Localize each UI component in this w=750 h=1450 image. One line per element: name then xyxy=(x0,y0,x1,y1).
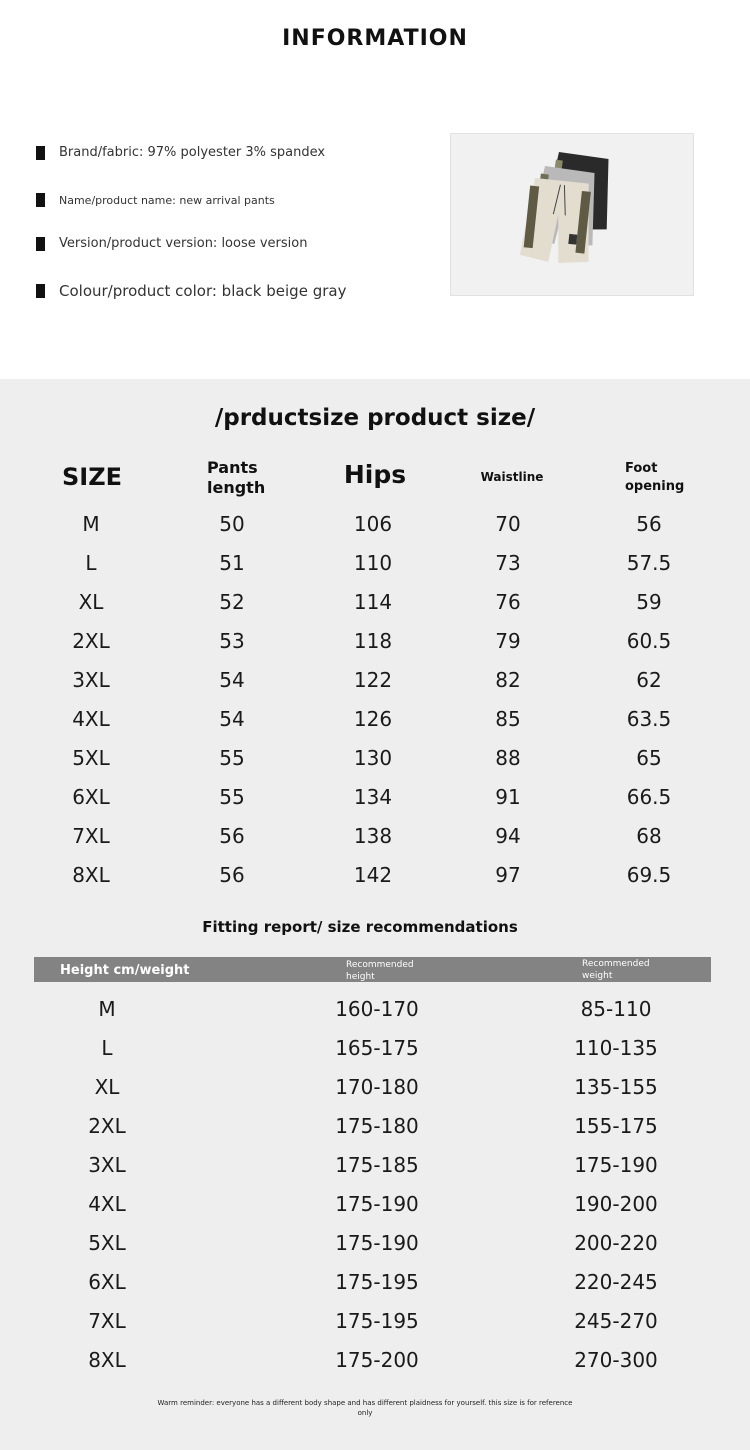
size-cell-hips: 114 xyxy=(353,590,393,614)
info-row-version xyxy=(36,236,307,251)
size-cell-foot-opening: 68 xyxy=(636,824,662,848)
size-cell-size: 4XL xyxy=(72,707,110,731)
size-header-waistline: Waistline xyxy=(480,470,544,484)
fitting-cell-recommended-height: 175-180 xyxy=(335,1114,419,1138)
size-cell-size: 7XL xyxy=(72,824,110,848)
size-cell-foot-opening: 57.5 xyxy=(626,551,672,575)
fitting-cell-recommended-weight: 220-245 xyxy=(574,1270,658,1294)
size-cell-hips: 130 xyxy=(353,746,393,770)
fitting-cell-recommended-weight: 110-135 xyxy=(574,1036,658,1060)
size-cell-size: L xyxy=(85,551,97,575)
info-title: INFORMATION xyxy=(282,26,468,51)
info-row-text: Name/product name: new arrival pants xyxy=(59,193,275,207)
fitting-cell-recommended-height: 175-195 xyxy=(335,1270,419,1294)
fitting-cell-recommended-weight: 85-110 xyxy=(580,997,652,1021)
fitting-cell-recommended-height: 175-200 xyxy=(335,1348,419,1372)
info-row-text: Version/product version: loose version xyxy=(59,236,308,251)
size-cell-hips: 138 xyxy=(353,824,393,848)
fitting-cell-recommended-weight: 190-200 xyxy=(574,1192,658,1216)
info-row-brand xyxy=(36,145,325,160)
size-cell-size: XL xyxy=(78,590,104,614)
product-photo xyxy=(450,133,694,296)
size-header-pants-length: Pants length xyxy=(207,458,266,497)
fitting-header-recommended-height: Recommended height xyxy=(346,960,414,982)
size-cell-pants-length: 52 xyxy=(219,590,245,614)
size-cell-hips: 142 xyxy=(353,863,393,887)
fitting-cell-recommended-height: 175-185 xyxy=(335,1153,419,1177)
size-cell-size: 8XL xyxy=(72,863,110,887)
size-cell-pants-length: 56 xyxy=(219,824,245,848)
size-cell-hips: 122 xyxy=(353,668,393,692)
size-cell-waistline: 88 xyxy=(495,746,521,770)
bullet-icon xyxy=(36,284,45,298)
fitting-cell-recommended-weight: 135-155 xyxy=(574,1075,658,1099)
size-cell-foot-opening: 63.5 xyxy=(626,707,672,731)
fitting-cell-size: M xyxy=(98,997,116,1021)
shorts-product-photo xyxy=(451,134,693,295)
fitting-cell-size: XL xyxy=(94,1075,120,1099)
size-cell-waistline: 70 xyxy=(495,512,521,536)
fitting-cell-recommended-height: 175-190 xyxy=(335,1192,419,1216)
size-header-size: SIZE xyxy=(61,463,122,491)
size-cell-pants-length: 54 xyxy=(219,668,245,692)
size-cell-waistline: 79 xyxy=(495,629,521,653)
info-row-name xyxy=(36,193,275,207)
fitting-cell-size: 4XL xyxy=(88,1192,126,1216)
size-cell-size: 6XL xyxy=(72,785,110,809)
fitting-cell-size: 2XL xyxy=(88,1114,126,1138)
size-cell-waistline: 97 xyxy=(495,863,521,887)
fitting-cell-recommended-weight: 270-300 xyxy=(574,1348,658,1372)
size-cell-hips: 134 xyxy=(353,785,393,809)
fitting-cell-recommended-height: 170-180 xyxy=(335,1075,419,1099)
fitting-cell-recommended-height: 175-195 xyxy=(335,1309,419,1333)
size-cell-waistline: 73 xyxy=(495,551,521,575)
size-header-hips: Hips xyxy=(343,460,407,489)
size-cell-waistline: 76 xyxy=(495,590,521,614)
size-cell-foot-opening: 65 xyxy=(636,746,662,770)
fitting-cell-size: L xyxy=(101,1036,113,1060)
size-cell-hips: 118 xyxy=(353,629,393,653)
size-cell-pants-length: 55 xyxy=(219,785,245,809)
fitting-cell-size: 6XL xyxy=(88,1270,126,1294)
warm-reminder: Warm reminder: everyone has a different body shape and has different plaidness for yourself. this size is for reference only xyxy=(157,1399,573,1417)
size-cell-foot-opening: 69.5 xyxy=(626,863,672,887)
size-cell-foot-opening: 60.5 xyxy=(626,629,672,653)
size-cell-hips: 106 xyxy=(353,512,393,536)
size-cell-waistline: 85 xyxy=(495,707,521,731)
size-cell-size: 5XL xyxy=(72,746,110,770)
size-cell-waistline: 94 xyxy=(495,824,521,848)
info-row-text: Colour/product color: black beige gray xyxy=(59,282,347,300)
fitting-cell-recommended-height: 165-175 xyxy=(335,1036,419,1060)
fitting-header-recommended-weight: Recommended weight xyxy=(582,959,650,981)
size-cell-size: 3XL xyxy=(72,668,110,692)
bullet-icon xyxy=(36,193,45,207)
size-cell-pants-length: 55 xyxy=(219,746,245,770)
size-cell-pants-length: 51 xyxy=(219,551,245,575)
fitting-cell-size: 5XL xyxy=(88,1231,126,1255)
size-cell-foot-opening: 56 xyxy=(636,512,662,536)
size-cell-waistline: 91 xyxy=(495,785,521,809)
bullet-icon xyxy=(36,146,45,160)
size-cell-hips: 126 xyxy=(353,707,393,731)
fitting-cell-size: 3XL xyxy=(88,1153,126,1177)
size-cell-foot-opening: 59 xyxy=(636,590,662,614)
info-row-text: Brand/fabric: 97% polyester 3% spandex xyxy=(59,145,326,160)
fitting-cell-recommended-weight: 200-220 xyxy=(574,1231,658,1255)
fitting-title: Fitting report/ size recommendations xyxy=(202,918,518,936)
size-cell-pants-length: 54 xyxy=(219,707,245,731)
fitting-cell-recommended-height: 175-190 xyxy=(335,1231,419,1255)
size-cell-waistline: 82 xyxy=(495,668,521,692)
size-header-foot-opening: Foot opening xyxy=(625,461,685,494)
fitting-cell-recommended-height: 160-170 xyxy=(335,997,419,1021)
size-cell-pants-length: 53 xyxy=(219,629,245,653)
bullet-icon xyxy=(36,237,45,251)
fitting-cell-size: 7XL xyxy=(88,1309,126,1333)
size-cell-size: M xyxy=(82,512,100,536)
size-cell-hips: 110 xyxy=(353,551,393,575)
size-cell-pants-length: 56 xyxy=(219,863,245,887)
fitting-cell-recommended-weight: 175-190 xyxy=(574,1153,658,1177)
size-cell-pants-length: 50 xyxy=(219,512,245,536)
info-row-colour xyxy=(36,282,346,300)
fitting-cell-size: 8XL xyxy=(88,1348,126,1372)
size-cell-foot-opening: 66.5 xyxy=(626,785,672,809)
fitting-cell-recommended-weight: 155-175 xyxy=(574,1114,658,1138)
fitting-header-height-weight: Height cm/weight xyxy=(60,963,190,978)
size-cell-foot-opening: 62 xyxy=(636,668,662,692)
size-chart-title: /prductsize product size/ xyxy=(214,405,536,431)
fitting-cell-recommended-weight: 245-270 xyxy=(574,1309,658,1333)
size-cell-size: 2XL xyxy=(72,629,110,653)
